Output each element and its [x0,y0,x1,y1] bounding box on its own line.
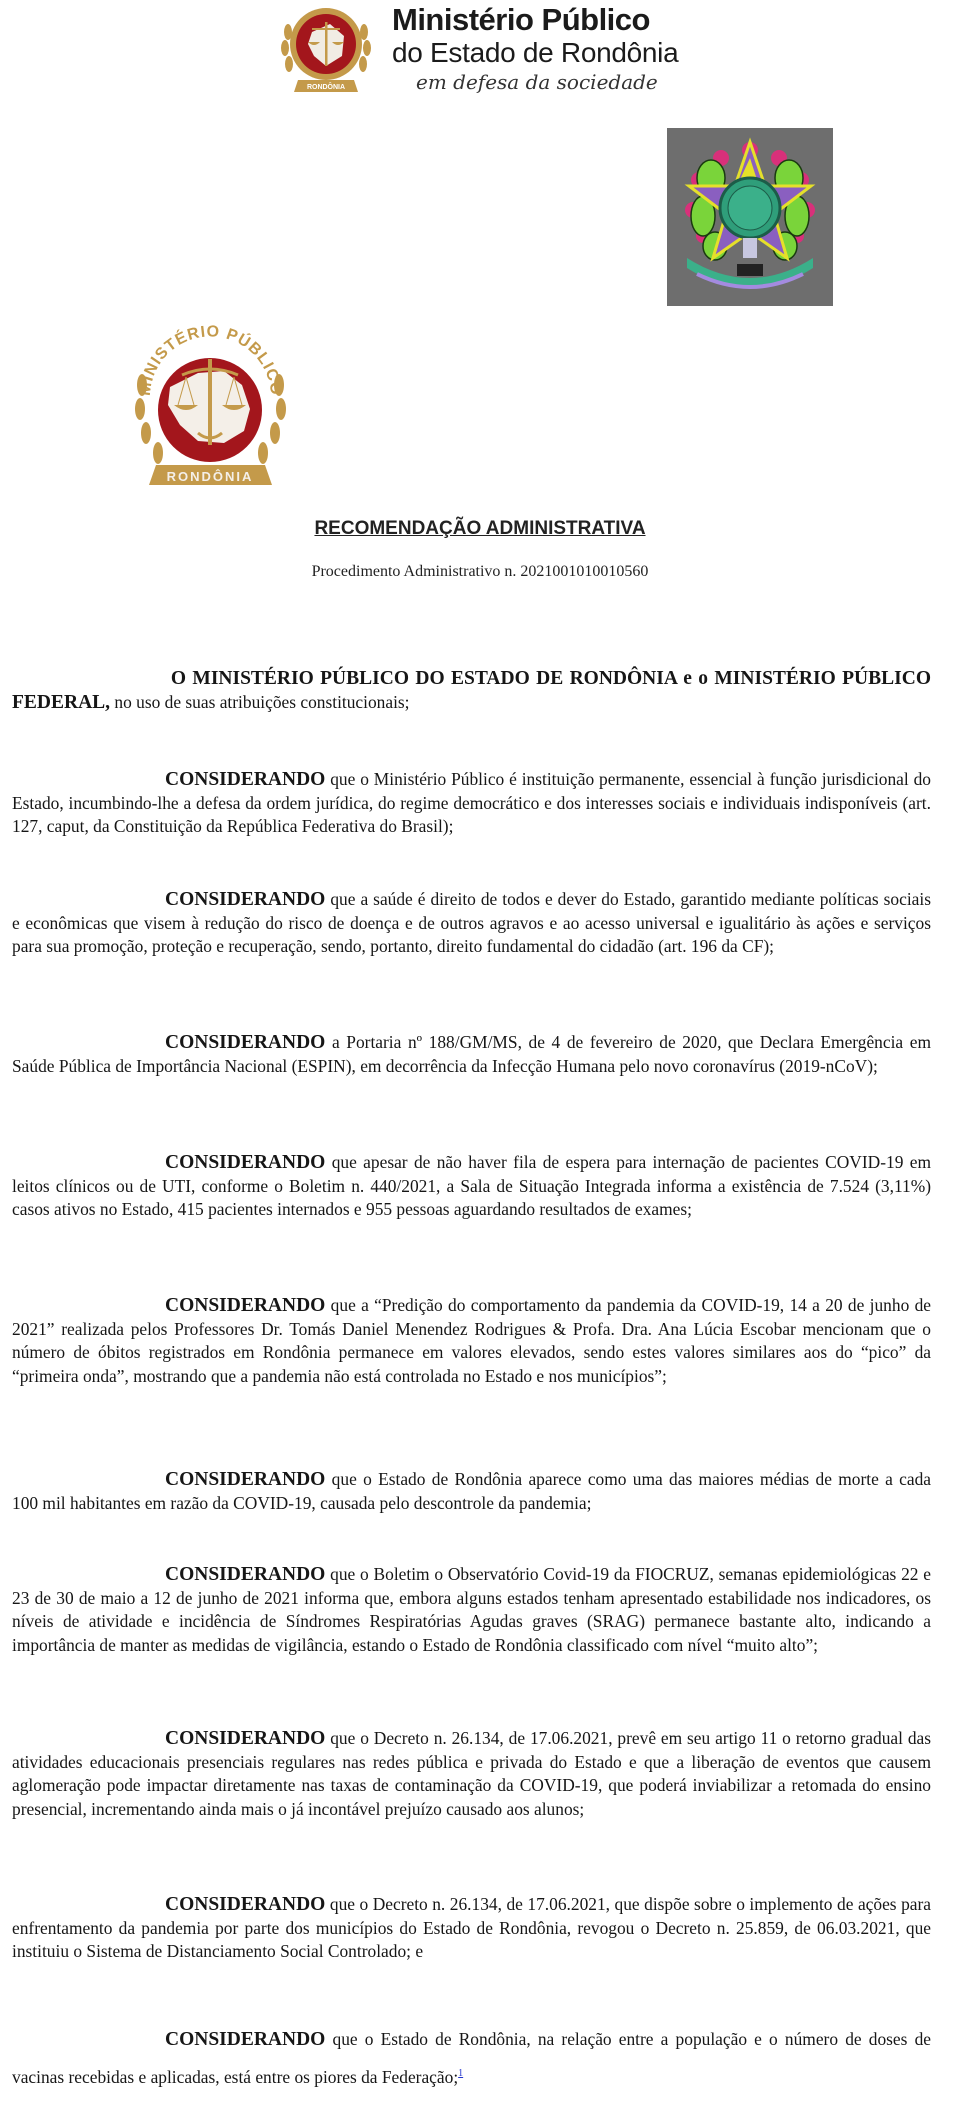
consideration-text: que o Boletim o Observatório Covid-19 da FIOCRUZ, semanas epidemiológicas 22 e 23 de 30 de maio a 12 de junho de 2021 informa que, embora alguns estados tenham apresentado estabilidade nos indicadores, os níveis de atividade e incidência de Síndromes Respiratórias Agudas graves (SRAG) permanece bastante alto, indicando a importância de manter as medidas de vigilância, estando o Estado de Rondônia classificado com nível “muito alto”; [12,1564,931,1655]
procedure-number: Procedimento Administrativo n. 2021001010010560 [311,563,649,580]
brazil-coat-of-arms-icon [667,128,833,306]
preamble-text: no uso de suas atribuições constitucionais; [110,691,410,712]
considerando-lead: CONSIDERANDO [165,1469,326,1490]
consideration-text: a Portaria nº 188/GM/MS, de 4 de fevereiro de 2020, que Declara Emergência em Saúde Pública de Importância Nacional (ESPIN), em decorrência da Infecção Humana pelo novo coronavírus (2019-nCoV); [12,1032,931,1076]
seal-arc-text: MINISTÉRIO PÚBLICO [136,323,285,397]
considerando-lead: CONSIDERANDO [165,1152,326,1173]
consideration-text: que o Estado de Rondônia aparece como uma das maiores médias de morte a cada 100 mil habitantes em razão da COVID-19, causada pelo descontrole da pandemia; [12,1469,931,1513]
mp-rondonia-seal-icon [128,305,293,495]
consideration-text: que o Decreto n. 26.134, de 17.06.2021, prevê em seu artigo 11 o retorno gradual das atividades educacionais presenciais regulares nas redes pública e privada do Estado e que a liberação de eventos que causem aglomeração pode impactar diretamente nas taxas de contaminação da COVID-19, que poderá inviabilizar a retomada do ensino presencial, incrementando ainda mais o já incontável prejuízo causado aos alunos; [12,1728,931,1819]
consideration-text: que a saúde é direito de todos e dever do Estado, garantido mediante políticas sociais e econômicas que visem à redução do risco de doença e de outros agravos e ao acesso universal e igualitário às ações e serviços para sua promoção, proteção e recuperação, sendo, portanto, direito fundamental do cidadão (art. 196 da CF); [12,889,931,956]
considerando-lead: CONSIDERANDO [165,889,326,910]
consideration-paragraph [12,1031,931,1078]
consideration-text: que apesar de não haver fila de espera para internação de pacientes COVID-19 em leitos clínicos ou de UTI, conforme o Boletim n. 440/2021, a Sala de Situação Integrada informa a existência de 7.524 (3,11%) casos ativos no Estado, 415 pacientes internados e 955 pessoas aguardando resultados de exames; [12,1152,931,1219]
consideration-paragraph [12,768,931,839]
consideration-paragraph [12,888,931,959]
considerando-lead: CONSIDERANDO [165,769,326,790]
org-motto: em defesa da sociedade [416,70,658,94]
mp-rondonia-seal-icon [278,2,374,100]
header-logo [278,2,374,100]
mp-seal-image [128,305,293,495]
org-title: Ministério Público [392,2,650,37]
document-title: RECOMENDAÇÃO ADMINISTRATIVA [314,518,646,539]
consideration-paragraph [12,1563,931,1657]
preamble-paragraph [12,667,931,714]
consideration-text: que o Ministério Público é instituição permanente, essencial à função jurisdicional do Estado, incumbindo-lhe a defesa da ordem jurídica, do regime democrático e dos interesses sociais e individuais indisponíveis (art. 127, caput, da Constituição da República Federativa do Brasil); [12,769,931,836]
coat-of-arms-image [667,128,833,306]
preamble-bold: O MINISTÉRIO PÚBLICO DO ESTADO DE RONDÔNIA e o MINISTÉRIO PÚBLICO FEDERAL, [12,668,931,713]
seal-ribbon-text: RONDÔNIA [166,469,254,484]
considerando-lead: CONSIDERANDO [165,1295,326,1316]
considerando-lead: CONSIDERANDO [165,1032,326,1053]
header-text [392,2,678,96]
consideration-paragraph [12,2022,931,2094]
considerando-lead: CONSIDERANDO [165,1564,326,1585]
footnote-link[interactable]: 1 [458,2068,464,2079]
consideration-paragraph [12,1893,931,1964]
consideration-text: que a “Predição do comportamento da pandemia da COVID-19, 14 a 20 de junho de 2021” realizada pelos Professores Dr. Tomás Daniel Menendez Rodrigues & Profa. Dra. Ana Lúcia Escobar mencionam que o número de óbitos registrados em Rondônia permanece em valores elevados, sendo estes valores similares aos do “pico” da “primeira onda”, mostrando que a pandemia não está controlada no Estado e nos municípios”; [12,1295,931,1386]
consideration-text: que o Decreto n. 26.134, de 17.06.2021, que dispõe sobre o implemento de ações para enfrentamento da pandemia por parte dos municípios do Estado de Rondônia, revogou o Decreto n. 25.859, de 06.03.2021, que instituiu o Sistema de Distanciamento Social Controlado; e [12,1894,931,1961]
consideration-paragraph [12,1151,931,1222]
consideration-paragraph [12,1727,931,1821]
considerando-lead: CONSIDERANDO [165,1728,326,1749]
consideration-paragraph [12,1294,931,1388]
considerando-lead: CONSIDERANDO [165,2029,326,2050]
considerando-lead: CONSIDERANDO [165,1894,326,1915]
consideration-text: que o Estado de Rondônia, na relação entre a população e o número de doses de vacinas recebidas e aplicadas, está entre os piores da Federação; [12,2029,931,2087]
seal-ribbon-text: RONDÔNIA [306,84,346,91]
consideration-paragraph [12,1468,931,1515]
org-subtitle: do Estado de Rondônia [392,37,679,68]
